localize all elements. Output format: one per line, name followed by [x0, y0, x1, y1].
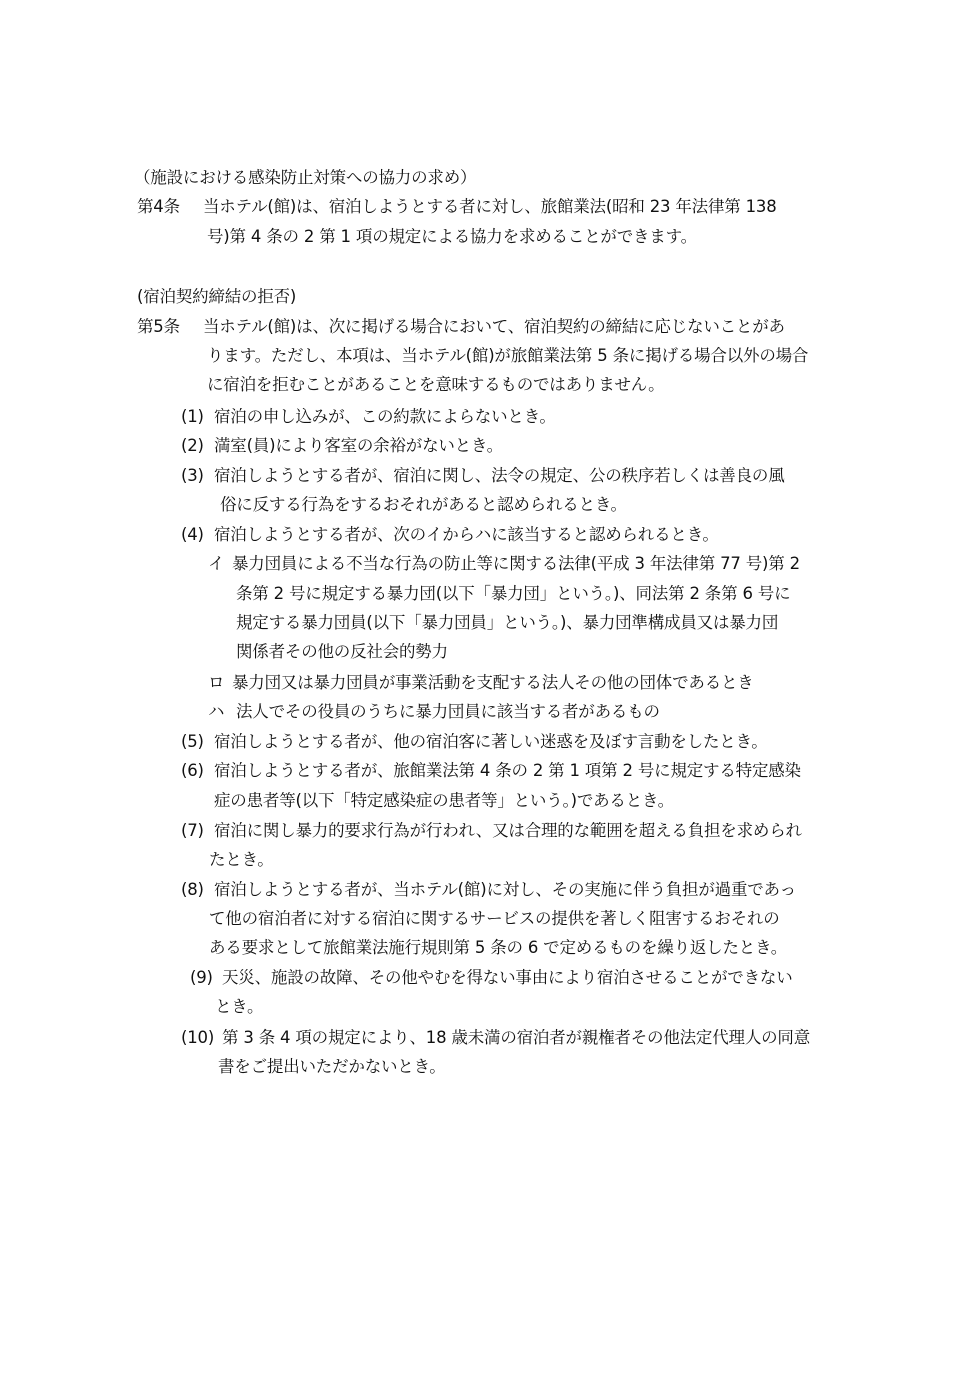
article5-intro-line: ります。ただし、本項は、当ホテル(館)が旅館業法第 5 条に掲げる場合以外の場合 — [207, 346, 809, 365]
sublist-item-line: 規定する暴力団員(以下「暴力団員」という。)、暴力団準構成員又は暴力団 — [236, 613, 779, 632]
sublist-item-line: 暴力団員による不当な行為の防止等に関する法律(平成 3 年法律第 77 号)第 2 — [232, 554, 800, 573]
sublist-item-line: 暴力団又は暴力団員が事業活動を支配する法人その他の団体であるとき — [232, 673, 754, 692]
list-item-line: たとき。 — [209, 850, 274, 869]
list-item-line: 宿泊しようとする者が、他の宿泊客に著しい迷惑を及ぼす言動をしたとき。 — [214, 732, 768, 751]
list-item-label: (1) — [181, 407, 204, 426]
sublist-item-label: ハ — [208, 702, 225, 721]
article5-number: 第5条 — [137, 317, 180, 336]
article4-heading: （施設における感染防止対策への協力の求め） — [134, 168, 477, 187]
list-item-label: (7) — [181, 821, 204, 840]
article4-body-line: 号)第 4 条の 2 第 1 項の規定による協力を求めることができます。 — [207, 227, 697, 246]
list-item-line: 満室(員)により客室の余裕がないとき。 — [214, 436, 503, 455]
list-item-line: 第 3 条 4 項の規定により、18 歳未満の宿泊者が親権者その他法定代理人の同意 — [222, 1028, 811, 1047]
article5-intro-line: に宿泊を拒むことがあることを意味するものではありません。 — [207, 375, 665, 394]
sublist-item-line: 法人でその役員のうちに暴力団員に該当する者があるもの — [236, 702, 660, 721]
list-item-line: 天災、施設の故障、その他やむを得ない事由により宿泊させることができない — [222, 968, 793, 987]
list-item-line: 宿泊しようとする者が、次のイからハに該当すると認められるとき。 — [214, 525, 719, 544]
list-item-line: 宿泊しようとする者が、当ホテル(館)に対し、その実施に伴う負担が過重であっ — [214, 880, 796, 899]
list-item-label: (6) — [181, 761, 204, 780]
list-item-label: (3) — [181, 466, 204, 485]
list-item-line: とき。 — [215, 997, 264, 1016]
list-item-line: 宿泊しようとする者が、宿泊に関し、法令の規定、公の秩序若しくは善良の風 — [214, 466, 785, 485]
sublist-item-label: ロ — [208, 673, 225, 692]
sublist-item-line: 条第 2 号に規定する暴力団(以下「暴力団」という。)、同法第 2 条第 6 号に — [236, 584, 791, 603]
list-item-line: 宿泊の申し込みが、この約款によらないとき。 — [214, 407, 556, 426]
list-item-label: (8) — [181, 880, 204, 899]
article4-number: 第4条 — [137, 197, 180, 216]
sublist-item-label: イ — [208, 554, 225, 573]
list-item-label: (4) — [181, 525, 204, 544]
sublist-item-line: 関係者その他の反社会的勢力 — [236, 642, 448, 661]
article5-intro-line: 当ホテル(館)は、次に掲げる場合において、宿泊契約の締結に応じないことがあ — [203, 317, 785, 336]
list-item-label: (9) — [190, 968, 213, 987]
list-item-label: (10) — [181, 1028, 215, 1047]
list-item-line: ある要求として旅館業法施行規則第 5 条の 6 で定めるものを繰り返したとき。 — [209, 938, 788, 957]
list-item-line: 症の患者等(以下「特定感染症の患者等」という。)であるとき。 — [214, 791, 674, 810]
list-item-line: 宿泊に関し暴力的要求行為が行われ、又は合理的な範囲を超える負担を求められ — [214, 821, 802, 840]
article4-body-line: 当ホテル(館)は、宿泊しようとする者に対し、旅館業法(昭和 23 年法律第 138 — [203, 197, 777, 216]
list-item-line: 宿泊しようとする者が、旅館業法第 4 条の 2 第 1 項第 2 号に規定する特定感染 — [214, 761, 801, 780]
list-item-label: (2) — [181, 436, 204, 455]
list-item-label: (5) — [181, 732, 204, 751]
list-item-line: て他の宿泊者に対する宿泊に関するサービスの提供を著しく阻害するおそれの — [209, 909, 780, 928]
article5-heading: (宿泊契約締結の拒否) — [137, 287, 297, 306]
list-item-line: 俗に反する行為をするおそれがあると認められるとき。 — [220, 495, 627, 514]
list-item-line: 書をご提出いただかないとき。 — [218, 1057, 446, 1076]
